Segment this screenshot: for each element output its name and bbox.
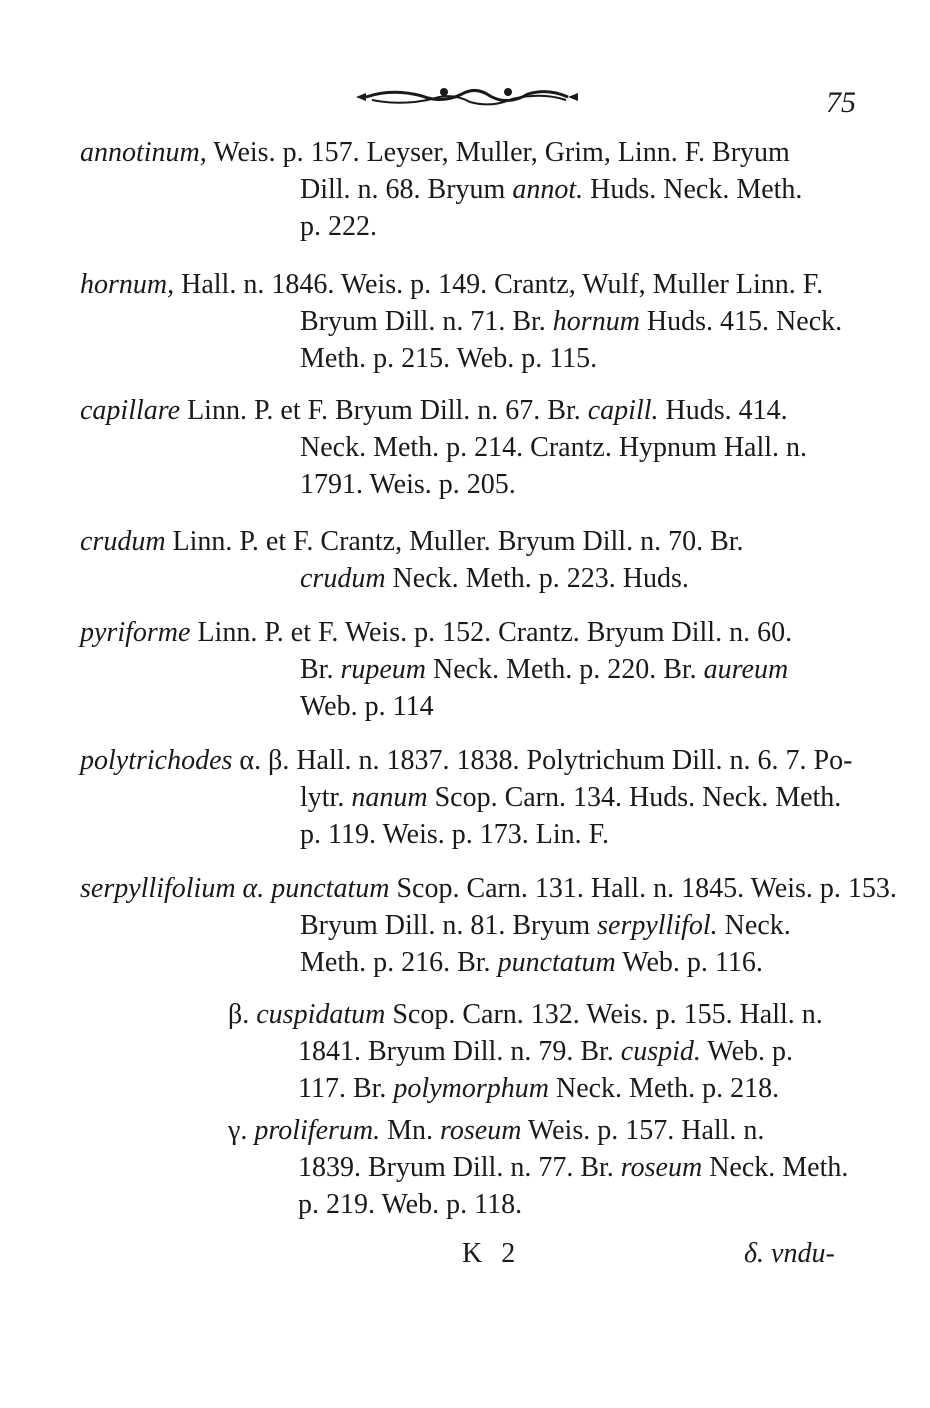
- entry-line: [80, 651, 860, 688]
- entry-line: [80, 907, 860, 944]
- entry-italic: cuspid.: [620, 1036, 701, 1067]
- entry-line: [228, 1070, 860, 1107]
- entry-italic: punctatum: [497, 947, 616, 978]
- subentry-gamma: [228, 1112, 860, 1223]
- entry-text: Web. p. 114: [300, 691, 434, 722]
- entry-headword: hornum,: [80, 269, 175, 300]
- entry-italic: serpyllifol.: [597, 910, 718, 941]
- entry-text: Scop. Carn. 132. Weis. p. 155. Hall. n.: [385, 999, 823, 1030]
- entry-text: Mn.: [380, 1115, 441, 1146]
- entry-headword: cuspidatum: [256, 999, 386, 1030]
- entry-line: [80, 303, 860, 340]
- entry-line: [80, 742, 860, 779]
- entry-text: Neck. Meth. p. 214. Crantz. Hypnum Hall. n.: [300, 432, 808, 463]
- entry-pyriforme: [80, 614, 860, 725]
- entry-text: Neck.: [717, 910, 791, 941]
- entry-text: Web. p. 116.: [615, 947, 763, 978]
- entry-italic: polymorphum: [393, 1073, 549, 1104]
- entry-line: [80, 523, 860, 560]
- entry-line: [228, 996, 860, 1033]
- entry-text: Linn. P. et F. Bryum Dill. n. 67. Br.: [180, 395, 588, 426]
- entry-headword: crudum: [80, 526, 166, 557]
- entry-text: Neck. Meth. p. 218.: [548, 1073, 780, 1104]
- entry-headword: polytrichodes: [80, 745, 233, 776]
- entry-text: α. β. Hall. n. 1837. 1838. Polytrichum Dill. n. 6. 7. Po-: [232, 745, 853, 776]
- entry-text: 117. Br.: [298, 1073, 394, 1104]
- entry-text: Bryum Dill. n. 71. Br.: [300, 306, 553, 337]
- entry-line: [80, 429, 860, 466]
- header-ornament: [352, 84, 580, 110]
- entry-text: Huds. Neck. Meth.: [583, 174, 803, 205]
- entry-text: Dill. n. 68. Bryum: [300, 174, 513, 205]
- entry-italic: roseum: [440, 1115, 522, 1146]
- entry-text: Br.: [300, 654, 341, 685]
- entry-line: [80, 208, 860, 245]
- entry-headword: capillare: [80, 395, 181, 426]
- entry-text: Weis. p. 157. Leyser, Muller, Grim, Linn. F. Bryum: [206, 137, 790, 168]
- entry-text: Bryum Dill. n. 81. Bryum: [300, 910, 598, 941]
- entry-line: [80, 779, 860, 816]
- entry-line: [80, 171, 860, 208]
- entry-text: Scop. Carn. 134. Huds. Neck. Meth.: [427, 782, 842, 813]
- entry-text: 1791. Weis. p. 205.: [300, 469, 516, 500]
- entry-text: p. 222.: [300, 211, 377, 242]
- entry-text: p. 119. Weis. p. 173. Lin. F.: [300, 819, 609, 850]
- entry-italic: hornum: [552, 306, 640, 337]
- entry-text: Neck. Meth.: [702, 1152, 849, 1183]
- entry-line: [228, 1149, 860, 1186]
- variety-marker: γ.: [228, 1115, 255, 1146]
- entry-text: 1839. Bryum Dill. n. 77. Br.: [298, 1152, 621, 1183]
- entry-text: Linn. P. et F. Weis. p. 152. Crantz. Bryum Dill. n. 60.: [190, 617, 793, 648]
- signature-mark: K 2: [462, 1238, 522, 1269]
- entry-line: [228, 1112, 860, 1149]
- entry-text: Scop. Carn. 131. Hall. n. 1845. Weis. p. 153.: [389, 873, 897, 904]
- entry-text: 1841. Bryum Dill. n. 79. Br.: [298, 1036, 621, 1067]
- entry-text: Huds. 414.: [658, 395, 788, 426]
- entry-italic: rupeum: [340, 654, 427, 685]
- variety-marker: β.: [228, 999, 257, 1030]
- entry-crudum: [80, 523, 860, 597]
- entry-hornum: [80, 266, 860, 377]
- entry-italic: crudum: [300, 563, 386, 594]
- entry-serpyllifolium: [80, 870, 897, 981]
- entry-italic: roseum: [620, 1152, 703, 1183]
- entry-line: [80, 944, 860, 981]
- entry-text: Weis. p. 157. Hall. n.: [521, 1115, 765, 1146]
- entry-text: Hall. n. 1846. Weis. p. 149. Crantz, Wulf, Muller Linn. F.: [174, 269, 824, 300]
- entry-headword: annotinum,: [80, 137, 207, 168]
- entry-line: [80, 816, 860, 853]
- entry-line: [80, 392, 860, 429]
- entry-text: p. 219. Web. p. 118.: [298, 1189, 523, 1220]
- page-number: 75: [826, 86, 856, 119]
- entry-italic: capill.: [587, 395, 659, 426]
- entry-line: [80, 688, 860, 725]
- entry-line: [228, 1033, 860, 1070]
- entry-headword: serpyllifolium α. punctatum: [80, 873, 390, 904]
- entry-line: [80, 560, 860, 597]
- entry-line: [80, 466, 860, 503]
- entry-polytrichodes: [80, 742, 860, 853]
- entry-line: [80, 266, 860, 303]
- entry-line: [80, 614, 860, 651]
- entry-line: [80, 134, 860, 171]
- catchword: δ. vndu-: [744, 1238, 835, 1269]
- entry-text: Web. p.: [700, 1036, 794, 1067]
- entry-text: Neck. Meth. p. 220. Br.: [426, 654, 704, 685]
- entry-headword: pyriforme: [80, 617, 191, 648]
- subentry-beta: [228, 996, 860, 1107]
- entry-line: [80, 340, 860, 377]
- entry-headword: proliferum.: [254, 1115, 381, 1146]
- entry-text: lytr.: [300, 782, 352, 813]
- entry-line: [80, 870, 897, 907]
- entry-text: Linn. P. et F. Crantz, Muller. Bryum Dill. n. 70. Br.: [165, 526, 744, 557]
- entry-capillare: [80, 392, 860, 503]
- entry-text: Meth. p. 215. Web. p. 115.: [300, 343, 598, 374]
- entry-italic: aureum: [703, 654, 789, 685]
- entry-line: [228, 1186, 860, 1223]
- entry-annotinum: [80, 134, 860, 245]
- entry-italic: nanum: [351, 782, 428, 813]
- entry-text: Huds. 415. Neck.: [639, 306, 843, 337]
- entry-italic: annot.: [512, 174, 584, 205]
- entry-text: Neck. Meth. p. 223. Huds.: [385, 563, 689, 594]
- entry-text: Meth. p. 216. Br.: [300, 947, 498, 978]
